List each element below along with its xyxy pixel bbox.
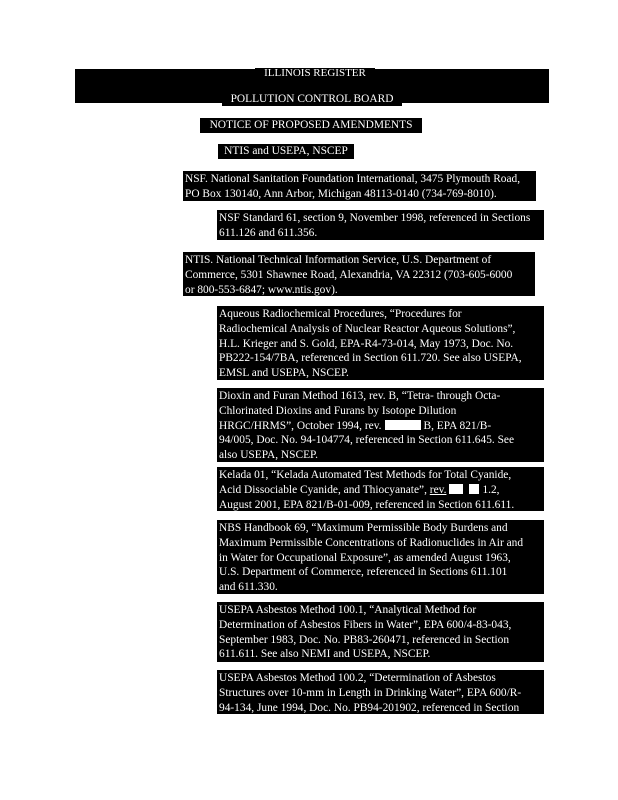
nsf-standard-line-2: 611.126 and 611.356. bbox=[219, 226, 318, 239]
nsf-line-2: PO Box 130140, Ann Arbor, Michigan 48113-0140 (734-769-8010). bbox=[185, 187, 497, 200]
ntis-line-2: Commerce, 5301 Shawnee Road, Alexandria, VA 22312 (703-605-6000 bbox=[185, 268, 513, 281]
notice-title: NOTICE OF PROPOSED AMENDMENTS bbox=[200, 118, 422, 133]
asbestos-100-2-entry bbox=[217, 670, 544, 714]
redaction-mark bbox=[385, 420, 421, 430]
nbs-line-4: U.S. Department of Commerce, referenced in Sections 611.101 bbox=[219, 566, 508, 579]
nbs-line-5: and 611.330. bbox=[219, 581, 278, 594]
kelada-line-2 bbox=[219, 483, 542, 498]
aqueous-line-4: PB222-154/7BA, referenced in Section 611.720. See also USEPA, bbox=[219, 352, 522, 365]
section-label: NTIS and USEPA, NSCEP bbox=[218, 144, 354, 159]
dioxin-line-3b: B, EPA 821/B- bbox=[423, 419, 492, 432]
ntis-line-1: NTIS. National Technical Information Service, U.S. Department of bbox=[185, 254, 492, 266]
aqueous-line-3: H.L. Krieger and S. Gold, EPA-R4-73-014, May 1973, Doc. No. bbox=[219, 337, 514, 350]
kelada-line-3: August 2001, EPA 821/B-01-009, referenced in Section 611.611. bbox=[219, 498, 515, 511]
register-title: ILLINOIS REGISTER bbox=[255, 68, 375, 80]
nsf-standard-entry bbox=[217, 210, 544, 240]
kelada-line-1: Kelada 01, “Kelada Automated Test Methods for Total Cyanide, bbox=[219, 469, 512, 481]
ntis-line-3: or 800-553-6847; www.ntis.gov). bbox=[185, 283, 338, 296]
kelada-line-2a: Acid Dissociable Cyanide, and Thiocyanate”, bbox=[219, 483, 427, 496]
nsf-entry bbox=[183, 171, 536, 201]
aqueous-line-1: Aqueous Radiochemical Procedures, “Procedures for bbox=[219, 308, 462, 320]
aqueous-line-2: Radiochemical Analysis of Nuclear Reactor Aqueous Solutions”, bbox=[219, 322, 516, 335]
redaction-mark bbox=[469, 484, 479, 494]
dioxin-line-3 bbox=[219, 419, 542, 434]
redaction-mark bbox=[449, 484, 463, 494]
nsf-line-1: NSF. National Sanitation Foundation International, 3475 Plymouth Road, bbox=[185, 173, 521, 185]
asbestos2-line-1: USEPA Asbestos Method 100.2, “Determination of Asbestos bbox=[219, 672, 496, 684]
asbestos2-line-2: Structures over 10-mm in Length in Drinking Water”, EPA 600/R- bbox=[219, 686, 522, 699]
asbestos1-line-1: USEPA Asbestos Method 100.1, “Analytical Method for bbox=[219, 604, 477, 616]
nsf-standard-line-1: NSF Standard 61, section 9, November 1998, referenced in Sections bbox=[219, 212, 531, 224]
ntis-entry bbox=[183, 252, 535, 296]
kelada-line-2c: 1.2, bbox=[482, 483, 500, 496]
asbestos1-line-2: Determination of Asbestos Fibers in Water”, EPA 600/4-83-043, bbox=[219, 618, 512, 631]
nbs-entry bbox=[217, 520, 544, 594]
nbs-line-2: Maximum Permissible Concentrations of Radionuclides in Air and bbox=[219, 536, 524, 549]
asbestos1-line-3: September 1983, Doc. No. PB83-260471, referenced in Section bbox=[219, 633, 510, 646]
aqueous-entry bbox=[217, 306, 544, 380]
dioxin-line-4: 94/005, Doc. No. 94-104774, referenced in Section 611.645. See bbox=[219, 434, 515, 447]
nbs-line-1: NBS Handbook 69, “Maximum Permissible Body Burdens and bbox=[219, 522, 508, 534]
kelada-rev: rev. bbox=[429, 483, 447, 496]
dioxin-line-1: Dioxin and Furan Method 1613, rev. B, “Tetra- through Octa- bbox=[219, 390, 501, 402]
asbestos1-line-4: 611.611. See also NEMI and USEPA, NSCEP. bbox=[219, 648, 431, 661]
dioxin-entry bbox=[217, 388, 544, 462]
board-title: POLLUTION CONTROL BOARD bbox=[222, 92, 402, 106]
dioxin-line-3a: HRGC/HRMS”, October 1994, rev. bbox=[219, 419, 382, 432]
nbs-line-3: in Water for Occupational Exposure”, as amended August 1963, bbox=[219, 551, 511, 564]
aqueous-line-5: EMSL and USEPA, NSCEP. bbox=[219, 367, 349, 380]
dioxin-line-5: also USEPA, NSCEP. bbox=[219, 449, 318, 462]
asbestos2-line-3: 94-134, June 1994, Doc. No. PB94-201902, referenced in Section bbox=[219, 701, 520, 714]
kelada-entry bbox=[217, 467, 544, 511]
asbestos-100-1-entry bbox=[217, 602, 544, 662]
dioxin-line-2: Chlorinated Dioxins and Furans by Isotope Dilution bbox=[219, 404, 457, 417]
